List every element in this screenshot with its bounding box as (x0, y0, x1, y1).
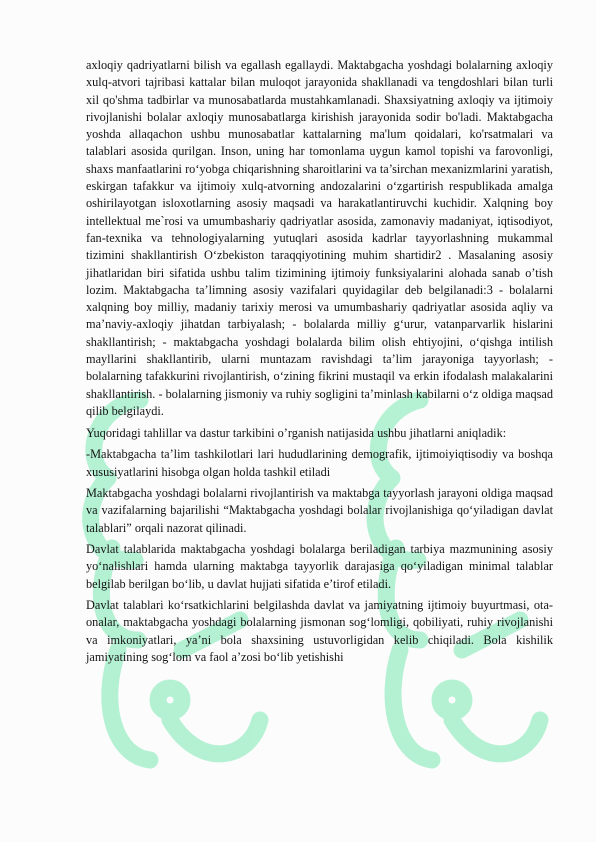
paragraph-analysis: Yuqoridagi tahlillar va dastur tarkibini o’rganish natijasida ushbu jihatlarni aniqladik: (86, 425, 507, 440)
paragraph-intro: axloqiy qadriyatlarni bilish va egallash egallaydi. Maktabgacha yoshdagi bolalarning axloqiy xulq-atvori tajribasi kattalar bilan muloqot jarayonida shakllanadi va tengdoshlari bilan turli xil qo'shma tadbirlar va munosabatlarda mustahkamlanadi. Shaxsiyatning axloqiy va ijtimoiy rivojlanishi bolalar axloqiy munosabatlarga kirishish jarayonida sodir bo'ladi. Maktabgacha yoshda allaqachon ushbu munosabatlar kattalarning ma'lum qoidalari, ko'rsatmalari va talablari asosida qurilgan. Inson, uning har tomonlama uygun kamol topishi va farovonligi, shaxs manfaatlarini ro‘yobga chiqarishning sharoitlarini va ta’sirchan mexanizmlarini yaratish, eskirgan tafakkur va ijtimoiy xulq-atvorning andozalarini o‘zgartirish respublikada amalga oshirilayotgan isloxotlarning asosiy maqsadi va harakatlantiruvchi kuchidir. Xalqning boy intellektual me`rosi va umumbashariy qadriyatlar asosida, zamonaviy madaniyat, iqtisodiyot, fan-texnika va tehnologiyalarning yutuqlari asosida kadrlar tayyorlashning mukammal tizimini shakllantirish O‘zbekiston taraqqiyotining muhim shartidir2 . Masalaning asosiy jihatlaridan biri sifatida ushbu talim tizimining ijtimoiy funksiyalarini alohada sanab o’tish lozim. Maktabgacha ta’limning asosiy vazifalari quyidagilar deb belgilanadi:3 - bolalarni xalqning boy milliy, madaniy tarixiy merosi va umumbashariy qadriyatlar asosida aqliy va ma’naviy-axloqiy jihatdan tarbiyalash; - bolalarda milliy g‘urur, vatanparvarlik hislarini shakllantirish; - maktabgacha yoshdagi bolalarda bilim olish ehtiyojini, o‘qishga intilish mayllarini shakllantirib, ularni muntazam ravishdagi ta’lim jarayoniga tayyorlash; - bolalarning tafakkurini rivojlantirish, o‘zining fikrini mustaqil va erkin ifodalash malakalarini shakllantirish. - bolalarning jismoniy va ruhiy sogligini ta’minlash kabilarni o‘z oldiga maqsad qilib belgilaydi. (86, 58, 553, 418)
paragraph-indicators: Davlat talablari ko‘rsatkichlarini belgilashda davlat va jamiyatning ijtimoiy buyurtmasi, ota-onalar, maktabgacha yoshdagi bolalarning jismonan sog‘lomligi, qobiliyati, ruhiy rivojlanishi va imkoniyatlari, ya’ni bola shaxsining ustuvorligidan kelib chiqiladi. Bola kishilik jamiyatining sog‘lom va faol a’zosi bo‘lib yetishishi (86, 598, 553, 665)
paragraph-control: Maktabgacha yoshdagi bolalarni rivojlantirish va maktabga tayyorlash jarayoni oldiga maqsad va vazifalarning bajarilishi “Maktabgacha yoshdagi bolalar rivojlanishiga qo‘yiladigan davlat talablari” orqali nazorat qilinadi. (86, 486, 553, 535)
document-body (86, 57, 553, 671)
paragraph-state-requirements: Davlat talablarida maktabgacha yoshdagi bolalarga beriladigan tarbiya mazmunining asosiy yo‘nalishlari hamda ularning maktabga tayyorlik darajasiga qo‘yiladigan minimal talablar belgilab berilgan bo‘lib, u davlat hujjati sifatida e’tirof etiladi. (86, 542, 553, 591)
paragraph-bullet-organizations: -Maktabgacha ta’lim tashkilotlari lari hududlarining demografik, ijtimoiyiqtisodiy va boshqa xususiyatlarini hisobga olgan holda tashkil etiladi (86, 447, 553, 479)
